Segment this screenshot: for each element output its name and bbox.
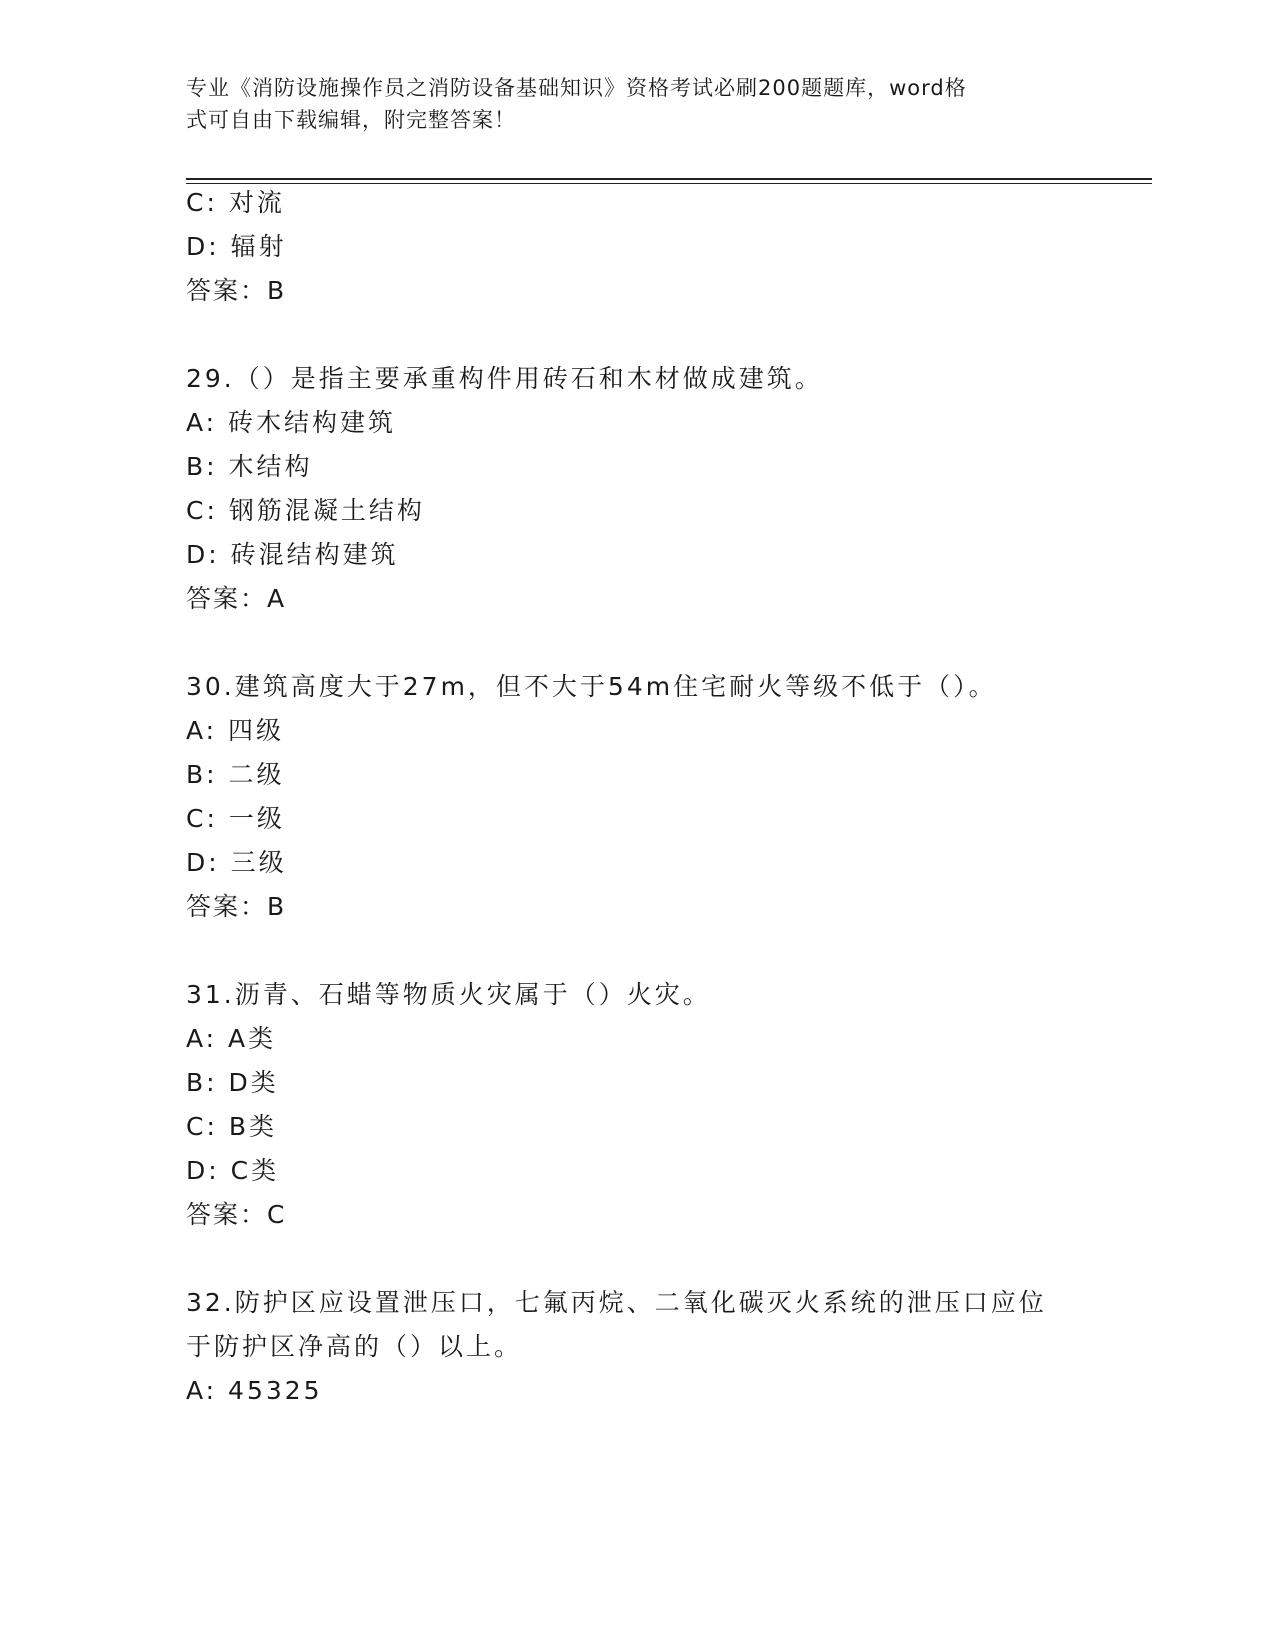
q29-option-a: A: 砖木结构建筑 [186, 408, 397, 437]
question-32-line-2: 于防护区净高的（）以上。 [186, 1332, 523, 1361]
q30-option-a: A: 四级 [186, 716, 285, 745]
q31-option-d: D: C类 [186, 1156, 280, 1185]
q31-option-b: B: D类 [186, 1068, 279, 1097]
q31-answer: 答案：C [186, 1200, 287, 1229]
q30-option-b: B: 二级 [186, 760, 285, 789]
question-29: 29.（）是指主要承重构件用砖石和木材做成建筑。 [186, 364, 823, 393]
prev-answer: 答案：B [186, 276, 287, 305]
prev-option-d: D: 辐射 [186, 232, 287, 261]
header-line-1: 专业《消防设施操作员之消防设备基础知识》资格考试必刷200题题库，word格 [186, 76, 967, 100]
question-32-line-1: 32.防护区应设置泄压口，七氟丙烷、二氧化碳灭火系统的泄压口应位 [186, 1288, 1047, 1317]
header-line-2: 式可自由下载编辑，附完整答案！ [186, 108, 516, 132]
header-rule-thin [186, 183, 1152, 184]
question-31: 31.沥青、石蜡等物质火灾属于（）火灾。 [186, 980, 711, 1009]
q32-option-a: A: 45325 [186, 1376, 323, 1405]
q29-option-d: D: 砖混结构建筑 [186, 540, 399, 569]
q31-option-c: C: B类 [186, 1112, 277, 1141]
prev-option-c: C: 对流 [186, 188, 285, 217]
q29-option-b: B: 木结构 [186, 452, 313, 481]
q30-option-d: D: 三级 [186, 848, 287, 877]
question-30: 30.建筑高度大于27m，但不大于54m住宅耐火等级不低于（）。 [186, 672, 997, 701]
document-header [186, 72, 1066, 136]
header-rule-thick [186, 178, 1152, 180]
q30-option-c: C: 一级 [186, 804, 285, 833]
q30-answer: 答案：B [186, 892, 287, 921]
q31-option-a: A: A类 [186, 1024, 277, 1053]
q29-answer: 答案：A [186, 584, 287, 613]
q29-option-c: C: 钢筋混凝土结构 [186, 496, 425, 525]
